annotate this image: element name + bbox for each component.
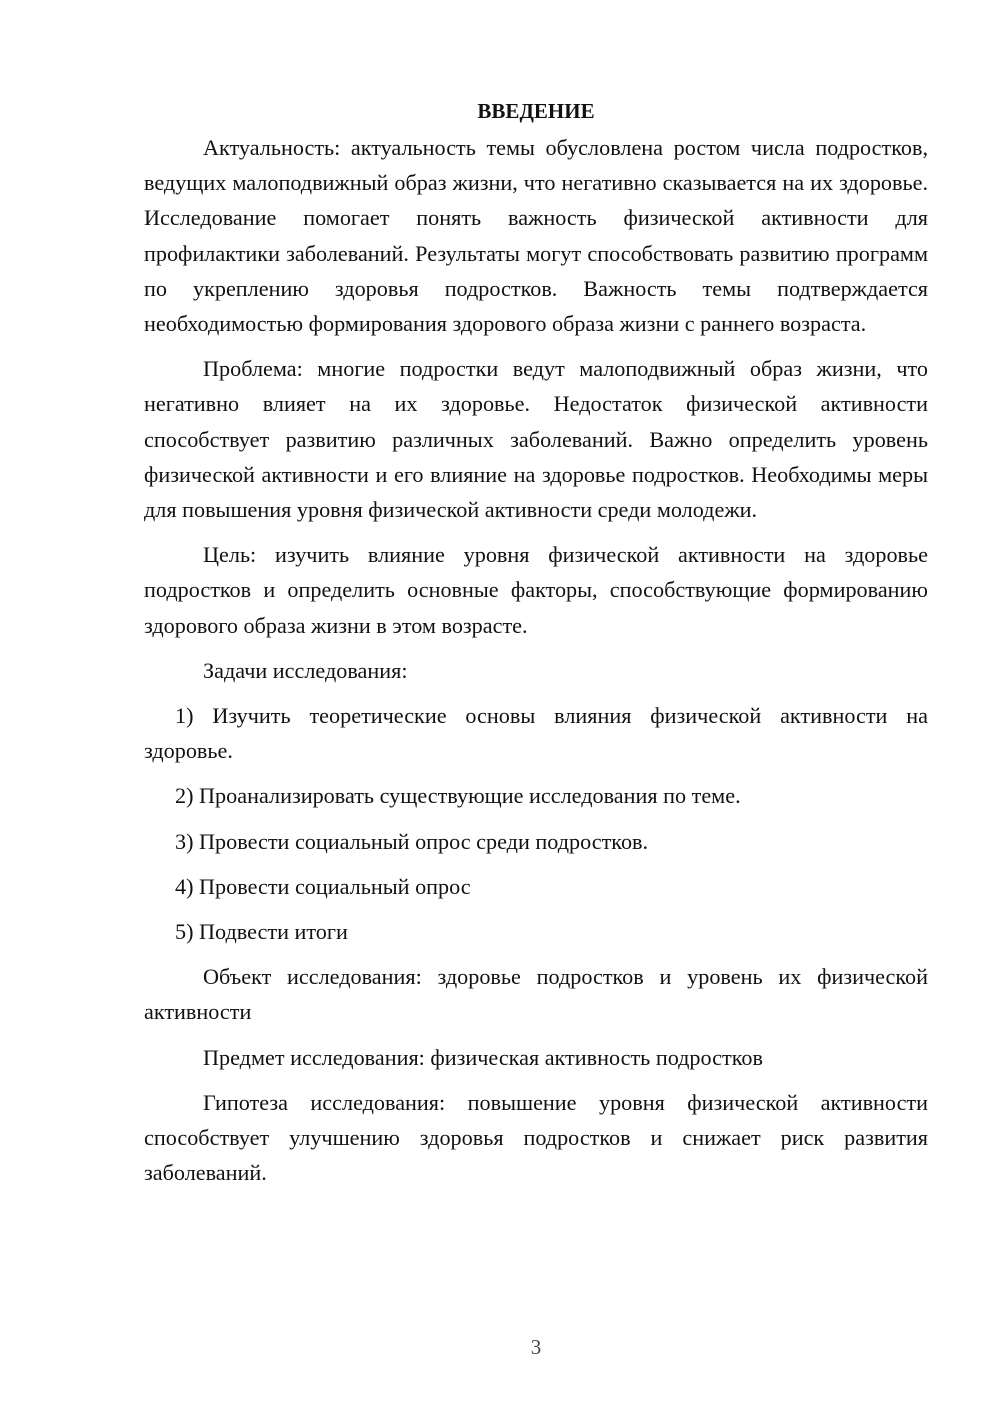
- goal-paragraph: Цель: изучить влияние уровня физической активности на здоровье подростков и определить основные факторы, способствующие формированию здорового образа жизни в этом возрасте.: [144, 542, 928, 638]
- relevance-paragraph: Актуальность: актуальность темы обусловлена ростом числа подростков, ведущих малоподвижный образ жизни, что негативно сказывается на их здоровье. Исследование помогает понять важность физической активности для профилактики заболеваний. Результаты могут способствовать развитию программ по укреплению здоровья подростков. Важность темы подтверждается необходимостью формирования здорового образа жизни с раннего возраста.: [144, 135, 928, 337]
- object-paragraph: Объект исследования: здоровье подростков и уровень их физической активности: [144, 964, 928, 1025]
- task-item-5: 5) Подвести итоги: [175, 919, 348, 945]
- hypothesis-paragraph: Гипотеза исследования: повышение уровня физической активности способствует улучшению здоровья подростков и снижает риск развития заболеваний.: [144, 1089, 928, 1186]
- page-title: ВВЕДЕНИЕ: [477, 99, 595, 123]
- page-number: 3: [530, 1335, 542, 1359]
- problem-paragraph: Проблема: многие подростки ведут малоподвижный образ жизни, что негативно влияет на их здоровье. Недостаток физической активности способствует развитию различных заболеваний. Важно определить уровень физической активности и его влияние на здоровье подростков. Необходимы меры для повышения уровня физической активности среди молодежи.: [144, 356, 928, 523]
- task-item-1: 1) Изучить теоретические основы влияния физической активности на здоровье.: [144, 703, 928, 764]
- task-item-4: 4) Провести социальный опрос: [175, 873, 471, 899]
- task-item-2: 2) Проанализировать существующие исследования по теме.: [175, 783, 741, 809]
- subject-paragraph: Предмет исследования: физическая активность подростков: [203, 1044, 763, 1070]
- task-item-3: 3) Провести социальный опрос среди подростков.: [175, 828, 649, 854]
- page-content: [144, 92, 928, 1200]
- tasks-heading: Задачи исследования:: [203, 657, 408, 683]
